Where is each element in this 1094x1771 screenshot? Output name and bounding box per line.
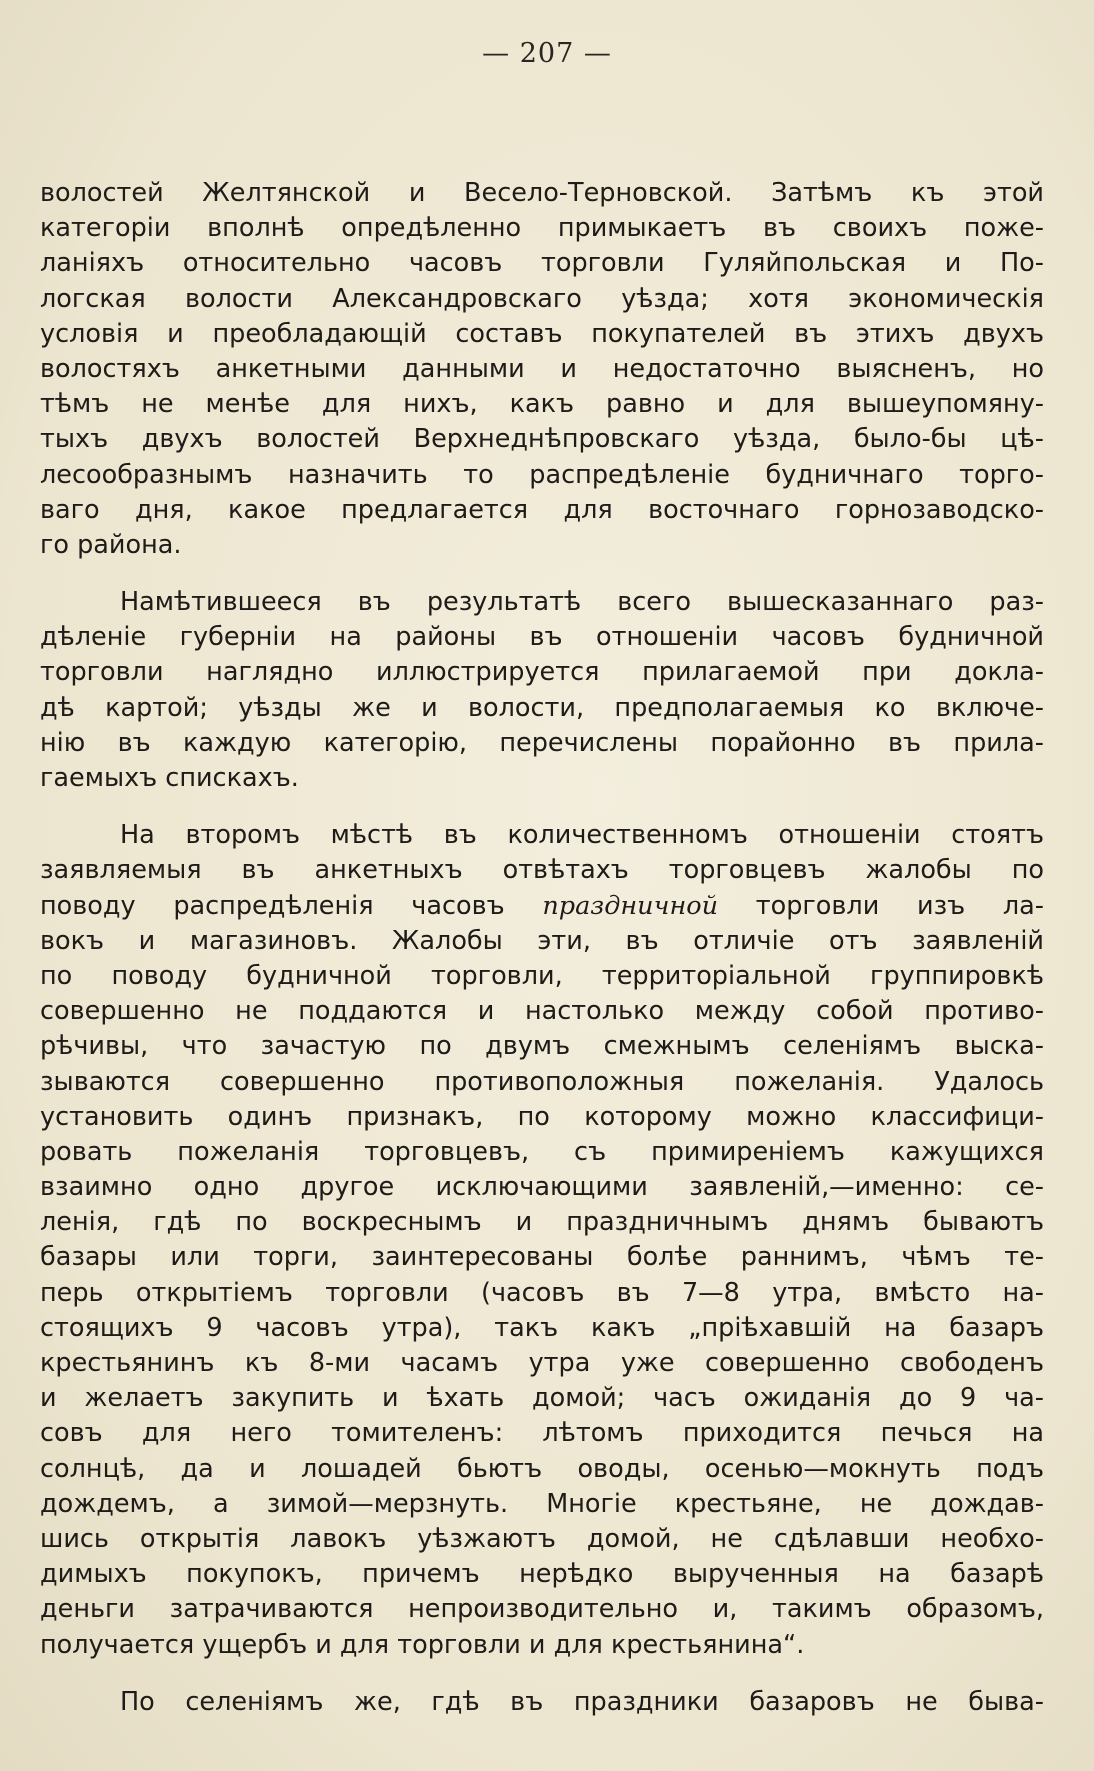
- text-line: по поводу будничной торговли, территоріальной группировкѣ: [40, 960, 1044, 991]
- text-line: категоріи вполнѣ опредѣленно примыкаетъ въ своихъ поже-: [40, 213, 1044, 244]
- text-line: волостей Желтянской и Весело-Терновской. Затѣмъ къ этой: [40, 178, 1044, 208]
- text-line: тыхъ двухъ волостей Верхнеднѣпровскаго уѣзда, было-бы цѣ-: [40, 424, 1044, 455]
- text-line: заявляемыя въ анкетныхъ отвѣтахъ торговцевъ жалобы по: [40, 855, 1044, 886]
- text-line: установить одинъ признакъ, по которому можно классифици-: [40, 1101, 1044, 1132]
- text-line: стоящихъ 9 часовъ утра), такъ какъ „пріѣхавшій на базаръ: [40, 1312, 1044, 1343]
- text-line: Намѣтившееся въ результатѣ всего вышесказаннаго раз-: [120, 587, 1044, 618]
- text-line: перь открытіемъ торговли (часовъ въ 7—8 утра, вмѣсто на-: [40, 1277, 1044, 1308]
- text-line: дождемъ, а зимой—мерзнуть. Многіе крестьяне, не дождав-: [40, 1488, 1044, 1519]
- paragraph-2: [40, 585, 1044, 796]
- text-line: совершенно не поддаются и настолько между собой противо-: [40, 996, 1044, 1027]
- text-line: шись открытія лавокъ уѣзжаютъ домой, не сдѣлавши необхо-: [40, 1523, 1044, 1554]
- text-line-with-emphasis: [40, 889, 1044, 924]
- text-line: тѣмъ не менѣе для нихъ, какъ равно и для вышеупомяну-: [40, 389, 1044, 420]
- text-line: зываются совершенно противоположныя пожеланія. Удалось: [40, 1066, 1044, 1097]
- text-line: димыхъ покупокъ, причемъ нерѣдко вырученныя на базарѣ: [40, 1559, 1044, 1590]
- paragraph-3: [40, 818, 1044, 1663]
- text-line: совъ для него томителенъ: лѣтомъ приходится печься на: [40, 1418, 1044, 1449]
- text-line: гаемыхъ спискахъ.: [40, 763, 299, 793]
- text-line: ланіяхъ относительно часовъ торговли Гуляйпольская и По-: [40, 248, 1044, 279]
- text-line: солнцѣ, да и лошадей бьютъ оводы, осенью—мокнуть подъ: [40, 1453, 1044, 1484]
- text-line: рѣчивы, что зачастую по двумъ смежнымъ селеніямъ выска-: [40, 1031, 1044, 1062]
- text-line: волостяхъ анкетными данными и недостаточно выясненъ, но: [40, 353, 1044, 384]
- text-line: взаимно одно другое исключающими заявленій,—именно: се-: [40, 1172, 1044, 1203]
- text-line: го района.: [40, 529, 182, 560]
- paragraph-gap: [40, 796, 1044, 818]
- paragraph-1: [40, 176, 1044, 563]
- text-line: базары или торги, заинтересованы болѣе раннимъ, чѣмъ те-: [40, 1242, 1044, 1273]
- paragraph-gap: [40, 563, 1044, 585]
- body-text: [40, 176, 1044, 1720]
- text-line: логская волости Александровскаго уѣзда; хотя экономическія: [40, 283, 1044, 314]
- page-number: — 207 —: [482, 38, 612, 69]
- text-fragment: поводу распредѣленія часовъ: [40, 890, 505, 921]
- text-line: торговли наглядно иллюстрируется прилагаемой при доклa-: [40, 657, 1044, 688]
- text-line: На второмъ мѣстѣ въ количественномъ отношеніи стоятъ: [120, 820, 1044, 851]
- text-line: вокъ и магазиновъ. Жалобы эти, въ отличіе отъ заявленій: [40, 925, 1044, 956]
- text-line: По селеніямъ же, гдѣ въ праздники базаровъ не быва-: [120, 1686, 1044, 1717]
- text-line: дѣ картой; уѣзды же и волости, предполагаемыя ко включе-: [40, 692, 1044, 723]
- text-line: ленія, гдѣ по воскреснымъ и праздничнымъ днямъ бываютъ: [40, 1207, 1044, 1238]
- text-line: дѣленіе губерніи на районы въ отношеніи часовъ будничной: [40, 622, 1044, 653]
- text-fragment: торговли изъ ла-: [755, 890, 1045, 921]
- text-line: получается ущербъ и для торговли и для крестьянина“.: [40, 1629, 805, 1660]
- emphasized-word: праздничной: [542, 890, 719, 921]
- text-line: ровать пожеланія торговцевъ, съ примиреніемъ кажущихся: [40, 1136, 1044, 1167]
- text-line: и желаетъ закупить и ѣхать домой; часъ ожиданія до 9 ча-: [40, 1383, 1044, 1414]
- text-line: условія и преобладающій составъ покупателей въ этихъ двухъ: [40, 318, 1044, 349]
- text-line: лесообразнымъ назначить то распредѣленіе будничнаго торго-: [40, 459, 1044, 490]
- paragraph-gap: [40, 1663, 1044, 1685]
- text-line: нію въ каждую категорію, перечислены порайонно въ прила-: [40, 727, 1044, 758]
- text-line: деньги затрачиваются непроизводительно и, такимъ образомъ,: [40, 1594, 1044, 1625]
- text-line: ваго дня, какое предлагается для восточнаго горнозаводско-: [40, 494, 1044, 525]
- text-line: крестьянинъ къ 8-ми часамъ утра уже совершенно свободенъ: [40, 1348, 1044, 1378]
- paragraph-4: [40, 1685, 1044, 1720]
